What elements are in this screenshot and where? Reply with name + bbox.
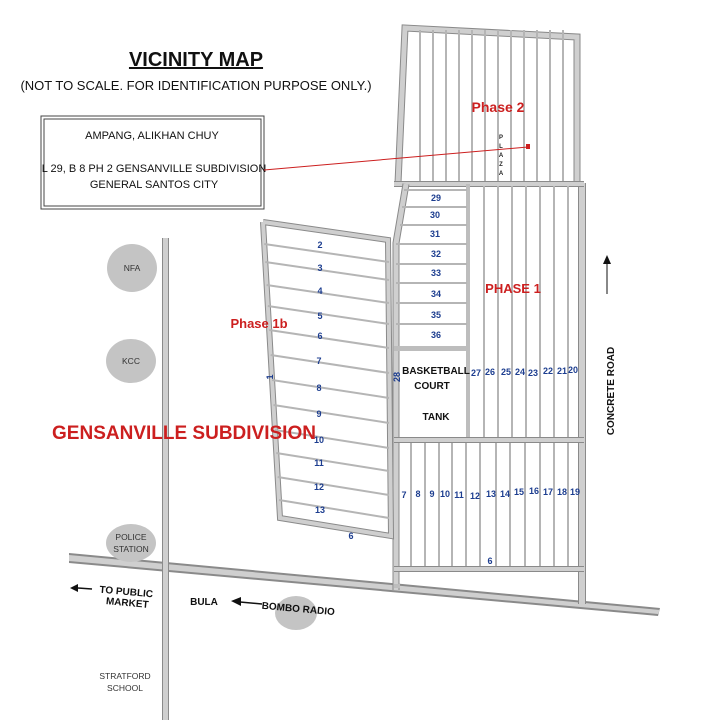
lot-number: 25	[500, 367, 512, 377]
lot-number: 21	[556, 366, 568, 376]
landmark-bombo-radio	[261, 596, 335, 630]
lot-number: 11	[454, 490, 464, 500]
lot-number: 28	[392, 371, 402, 383]
lot-number: 33	[430, 268, 442, 278]
market-label-2: MARKET	[105, 596, 150, 611]
lot-number: 10	[439, 489, 451, 499]
lot-number: 7	[401, 490, 407, 500]
lot-number: 26	[484, 367, 496, 377]
lot-number: 31	[429, 229, 441, 239]
lot-number: 32	[430, 249, 442, 259]
lot-divider	[274, 405, 389, 423]
bombo-arrow-icon	[231, 597, 262, 606]
landmark-kcc	[106, 339, 156, 383]
police-label-1: POLICE	[115, 532, 147, 542]
lot-number: 19	[569, 487, 581, 497]
svg-text:L: L	[499, 144, 503, 150]
lot-divider	[278, 477, 389, 495]
lot-divider	[267, 285, 389, 303]
svg-text:A: A	[498, 171, 504, 177]
tank-label: TANK	[422, 412, 450, 423]
lot-divider	[276, 453, 389, 471]
lot-number: 6	[487, 556, 493, 566]
lot-number: 18	[556, 487, 568, 497]
lot-number: 30	[429, 210, 441, 220]
lot-number: 35	[430, 310, 442, 320]
west-arrow-icon	[70, 584, 92, 592]
lot-number: 12	[469, 491, 481, 501]
north-arrow-icon	[603, 255, 611, 294]
lot-number: 15	[513, 487, 525, 497]
stratford-label-1: STRATFORD	[99, 671, 151, 681]
landmark-nfa	[107, 244, 157, 292]
basketball-court-line1: BASKETBALL	[402, 366, 470, 377]
address-line-1: L 29, B 8 PH 2 GENSANVILLE SUBDIVISION	[41, 163, 267, 175]
lot-number: 9	[429, 489, 435, 499]
bombo-label: BOMBO RADIO	[261, 600, 336, 619]
lot-number: 1	[265, 374, 275, 380]
lot-number: 8	[415, 489, 421, 499]
nfa-label: NFA	[123, 263, 141, 273]
lot-number: 12	[313, 482, 325, 492]
concrete-road-label: CONCRETE ROAD	[606, 346, 617, 436]
property-marker	[526, 144, 530, 149]
info-box	[41, 116, 530, 209]
svg-text:A: A	[498, 153, 504, 159]
lot-divider	[265, 262, 389, 280]
phase1-label: PHASE 1	[485, 281, 541, 296]
address-line-2: GENERAL SANTOS CITY	[89, 179, 219, 191]
lot-number: 20	[567, 365, 579, 375]
market-label-1: TO PUBLIC	[98, 584, 154, 601]
lot-number: 10	[313, 435, 325, 445]
subdivision-label: GENSANVILLE SUBDIVISION	[52, 423, 316, 444]
owner-name: AMPANG, ALIKHAN CHUY	[85, 130, 219, 142]
lot-number: 2	[317, 240, 323, 250]
lot-number: 13	[485, 489, 497, 499]
lot-number: 8	[316, 383, 322, 393]
police-label-2: STATION	[113, 544, 149, 554]
svg-text:P: P	[498, 135, 504, 141]
lot-number: 13	[314, 505, 326, 515]
lot-number: 6	[348, 531, 354, 541]
lot-number: 16	[528, 486, 540, 496]
lot-number: 34	[430, 289, 442, 299]
lot-number: 11	[314, 458, 324, 468]
svg-text:Z: Z	[499, 162, 503, 168]
lot-number: 27	[470, 368, 482, 378]
landmark-stratford-school	[99, 671, 150, 693]
phase1b-label: Phase 1b	[230, 316, 288, 331]
lot-number: 9	[316, 409, 322, 419]
lot-number: 29	[430, 193, 442, 203]
lot-number: 14	[499, 489, 511, 499]
lot-divider	[264, 244, 389, 262]
lot-number: 5	[317, 311, 323, 321]
map-subtitle: (NOT TO SCALE. FOR IDENTIFICATION PURPOSE ONLY.)	[20, 78, 372, 93]
lot-number: 4	[317, 286, 323, 296]
phase2-label: Phase 2	[471, 99, 525, 115]
lot-divider	[279, 500, 389, 518]
lot-number: 22	[542, 366, 554, 376]
lot-divider	[269, 330, 389, 348]
lot-number: 36	[430, 330, 442, 340]
plaza-label	[499, 135, 504, 177]
lot-divider	[272, 380, 389, 398]
landmark-police-station	[106, 524, 156, 562]
lot-number: 6	[317, 331, 323, 341]
lot-divider	[271, 355, 389, 373]
lot-number: 17	[542, 487, 554, 497]
basketball-court-line2: COURT	[414, 381, 450, 392]
lot-number: 7	[316, 356, 322, 366]
lot-number: 3	[317, 263, 323, 273]
main-roads	[69, 183, 660, 720]
kcc-label: KCC	[122, 356, 140, 366]
map-title: VICINITY MAP	[128, 49, 264, 71]
lot-number: 23	[527, 368, 539, 378]
stratford-label-2: SCHOOL	[107, 683, 143, 693]
phase1b-block	[263, 222, 391, 536]
bula-label: BULA	[190, 597, 218, 608]
lot-number: 24	[514, 367, 526, 377]
